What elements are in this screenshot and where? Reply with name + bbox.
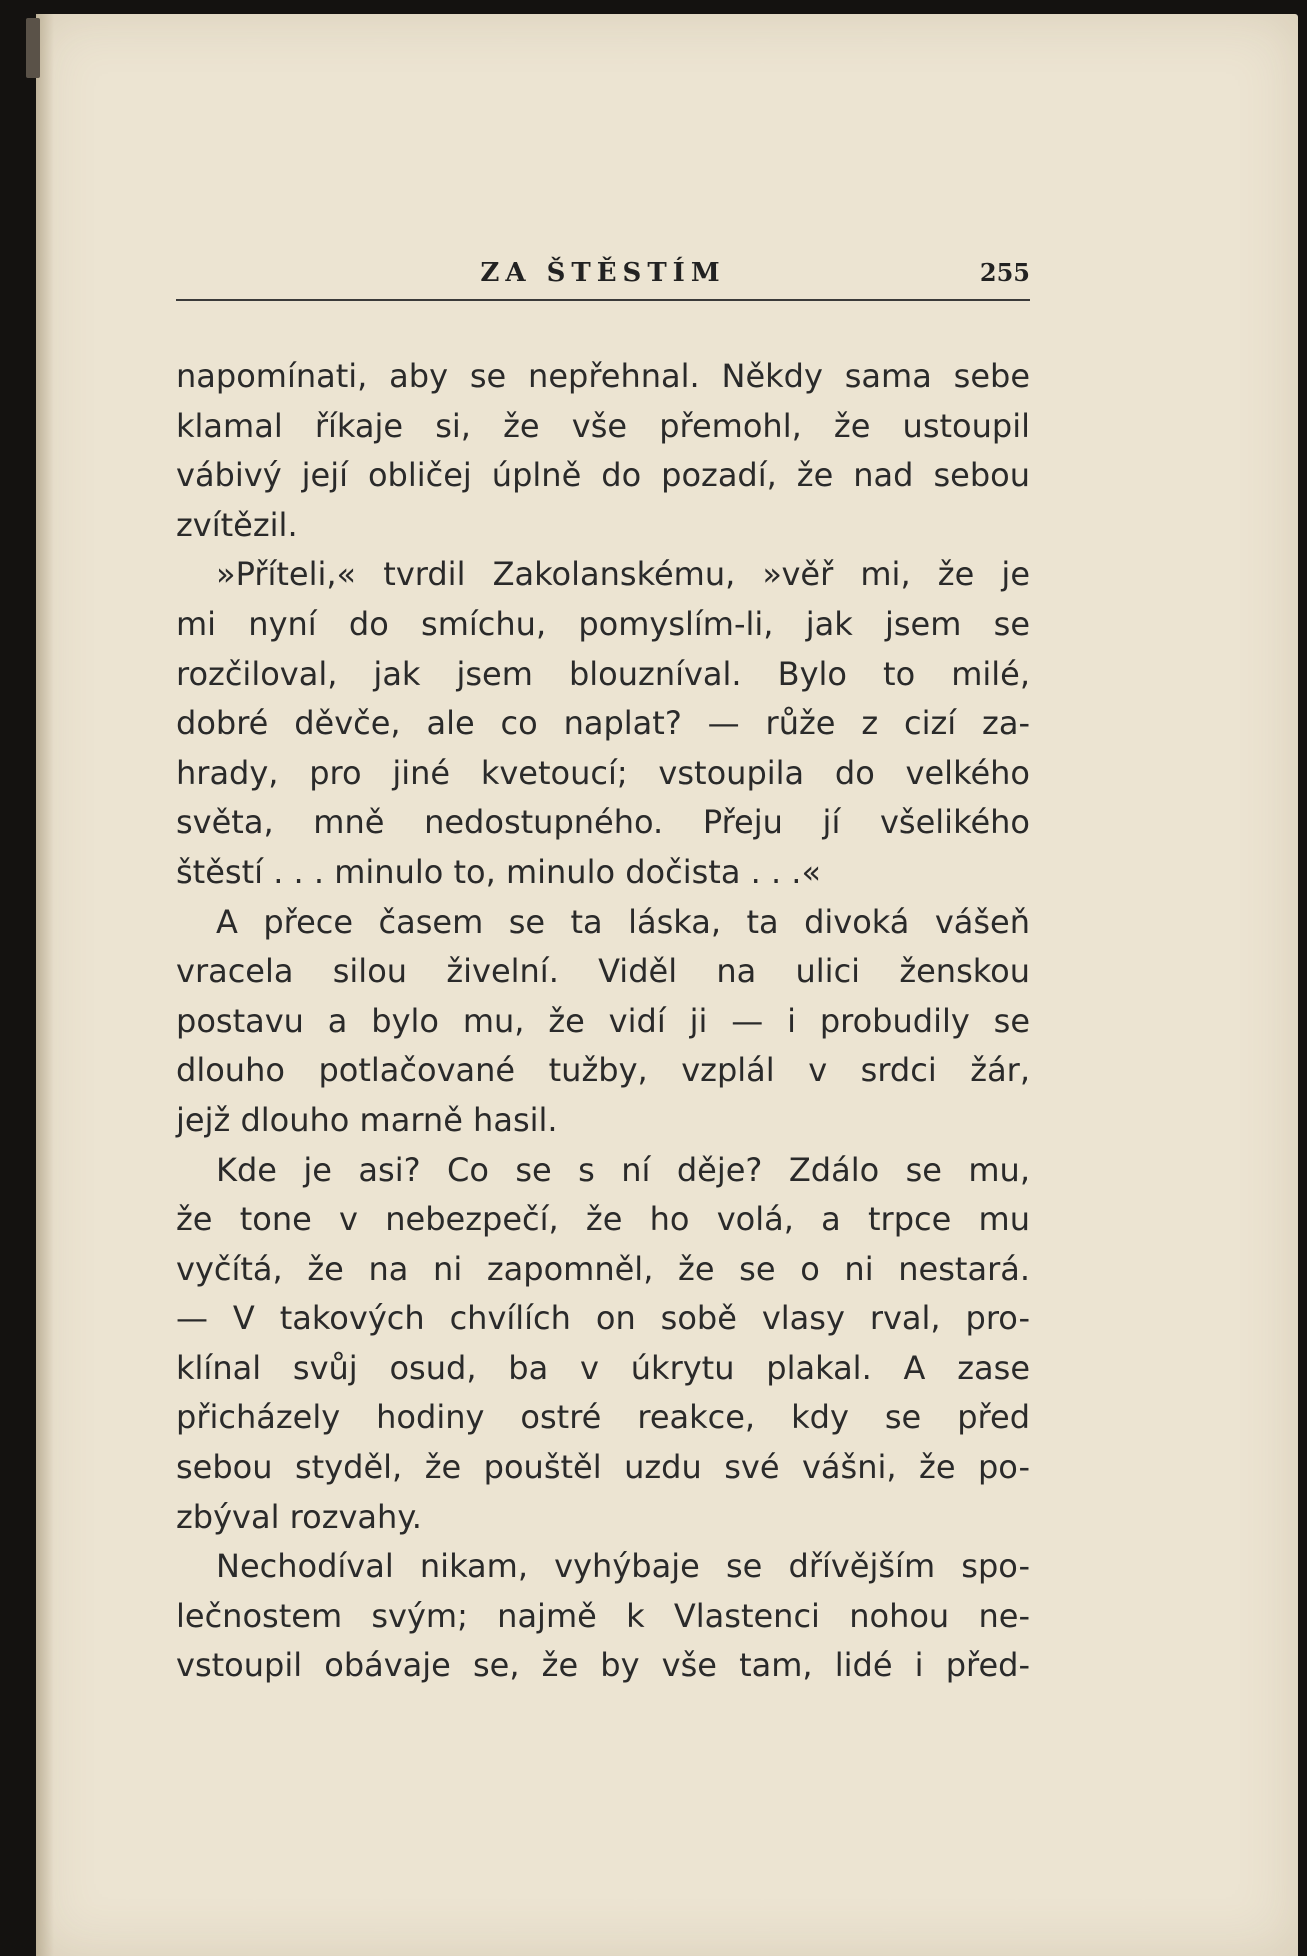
text-line: že tone v nebezpečí, že ho volá, a trpce mu [176, 1200, 1030, 1239]
text-line: zbýval rozvahy. [176, 1497, 422, 1536]
text-line: vyčítá, že na ni zapomněl, že se o ni nestará. [176, 1249, 1030, 1288]
text-line: dlouho potlačované tužby, vzplál v srdci žár, [176, 1051, 1030, 1090]
text-line: hrady, pro jiné kvetoucí; vstoupila do velkého [176, 753, 1030, 792]
text-line: mi nyní do smíchu, pomyslím-li, jak jsem se [176, 604, 1030, 643]
page-number: 255 [979, 258, 1030, 287]
text-line: vracela silou živelní. Viděl na ulici ženskou [176, 952, 1030, 991]
text-line: napomínati, aby se nepřehnal. Někdy sama sebe [176, 357, 1030, 395]
text-line: Kde je asi? Co se s ní děje? Zdálo se mu, [216, 1150, 1030, 1189]
body-text [176, 352, 1030, 1691]
text-line: rozčiloval, jak jsem blouzníval. Bylo to milé, [176, 654, 1030, 693]
text-line: světa, mně nedostupného. Přeju jí všelikého [176, 803, 1030, 842]
text-line: postavu a bylo mu, že vidí ji — i probudily se [176, 1001, 1030, 1040]
text-line: zvítězil. [176, 505, 298, 544]
text-line: — V takových chvílích on sobě vlasy rval, pro- [176, 1299, 1030, 1338]
text-line: štěstí . . . minulo to, minulo dočista . . .« [176, 852, 822, 891]
binding-edge [26, 18, 40, 78]
text-line: sebou styděl, že pouštěl uzdu své vášni, že po- [176, 1448, 1030, 1487]
text-line: jejž dlouho marně hasil. [176, 1100, 558, 1139]
text-line: »Příteli,« tvrdil Zakolanskému, »věř mi, že je [216, 555, 1030, 594]
text-line: přicházely hodiny ostré reakce, kdy se před [176, 1398, 1030, 1437]
text-line: klamal říkaje si, že vše přemohl, že ustoupil [176, 406, 1030, 445]
page-header [176, 252, 1030, 298]
text-line: lečnostem svým; najmě k Vlastenci nohou ne- [176, 1596, 1030, 1635]
header-rule [176, 299, 1030, 301]
text-line: klínal svůj osud, ba v úkrytu plakal. A zase [176, 1348, 1030, 1387]
text-line: dobré děvče, ale co naplat? — růže z cizí za- [176, 704, 1030, 743]
text-line: vstoupil obávaje se, že by vše tam, lidé i před- [176, 1646, 1030, 1685]
text-line: Nechodíval nikam, vyhýbaje se dřívějším spo- [216, 1547, 1030, 1586]
text-line: vábivý její obličej úplně do pozadí, že nad sebou [176, 456, 1030, 495]
text-line: A přece časem se ta láska, ta divoká vášeň [216, 902, 1030, 941]
page-gutter-shadow [36, 14, 54, 1956]
running-title: ZA ŠTĚSTÍM [480, 258, 726, 288]
